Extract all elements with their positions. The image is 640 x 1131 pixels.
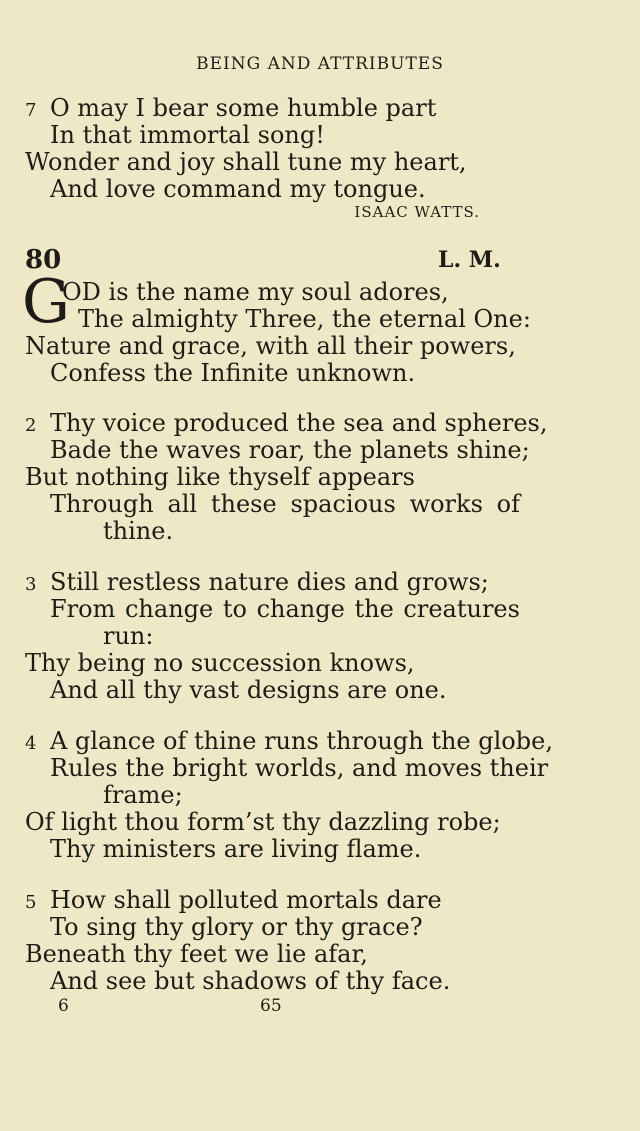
word: of xyxy=(496,490,520,518)
verse-line: And all thy vast designs are one. xyxy=(50,676,447,704)
verse-line: To sing thy glory or thy grace? xyxy=(50,913,423,941)
verse-line: How shall polluted mortals dare xyxy=(50,886,442,914)
word: change xyxy=(124,595,214,623)
word: the xyxy=(354,595,394,623)
verse-line: The almighty Three, the eternal One: xyxy=(78,305,531,333)
verse-line: Nature and grace, with all their powers, xyxy=(25,332,516,360)
verse-line: Thy ministers are living flame. xyxy=(50,835,422,863)
stanza-number: 2 xyxy=(25,415,37,436)
verse-continuation: run: xyxy=(103,622,154,650)
word: creatures xyxy=(403,595,520,623)
verse-line: Beneath thy feet we lie afar, xyxy=(25,940,368,968)
verse-line: Rules the bright worlds, and moves their xyxy=(50,754,549,782)
stanza-number: 3 xyxy=(25,574,37,595)
verse-line: Bade the waves roar, the planets shine; xyxy=(50,436,530,464)
drop-cap: G xyxy=(22,267,70,337)
word: change xyxy=(256,595,345,623)
word: From xyxy=(50,595,116,623)
verse-line: Still restless nature dies and grows; xyxy=(50,568,489,596)
word: to xyxy=(222,595,247,623)
verse-line-justified xyxy=(50,490,520,518)
verse-line: Thy being no succession knows, xyxy=(25,649,415,677)
word: works xyxy=(409,490,483,518)
verse-line: Of light thou form’st thy dazzling robe; xyxy=(25,808,501,836)
verse-continuation: frame; xyxy=(103,781,183,809)
word: all xyxy=(167,490,198,518)
stanza-number: 5 xyxy=(25,892,37,913)
running-header: BEING AND ATTRIBUTES xyxy=(196,54,444,74)
verse-line: Confess the Infinite unknown. xyxy=(50,359,416,387)
hymn-meter: L. M. xyxy=(438,247,501,273)
stanza-number: 4 xyxy=(25,733,37,754)
verse-line: And love command my tongue. xyxy=(50,175,426,203)
verse-continuation: thine. xyxy=(103,517,174,545)
stanza-number: 7 xyxy=(25,100,37,121)
word: Through xyxy=(50,490,154,518)
verse-line: OD is the name my soul adores, xyxy=(62,278,449,306)
word: spacious xyxy=(290,490,396,518)
page-number: 65 xyxy=(260,996,282,1016)
word: these xyxy=(210,490,277,518)
verse-line: But nothing like thyself appears xyxy=(25,463,415,491)
verse-line-justified xyxy=(50,595,520,623)
hymn-number: 80 xyxy=(25,245,62,275)
verse-line: O may I bear some humble part xyxy=(50,94,437,122)
verse-line: And see but shadows of thy face. xyxy=(50,967,451,995)
author-credit: ISAAC WATTS. xyxy=(354,203,480,221)
verse-line: Wonder and joy shall tune my heart, xyxy=(25,148,467,176)
verse-line: In that immortal song! xyxy=(50,121,325,149)
signature-mark: 6 xyxy=(58,996,69,1016)
verse-line: A glance of thine runs through the globe, xyxy=(50,727,553,755)
verse-line: Thy voice produced the sea and spheres, xyxy=(50,409,548,437)
